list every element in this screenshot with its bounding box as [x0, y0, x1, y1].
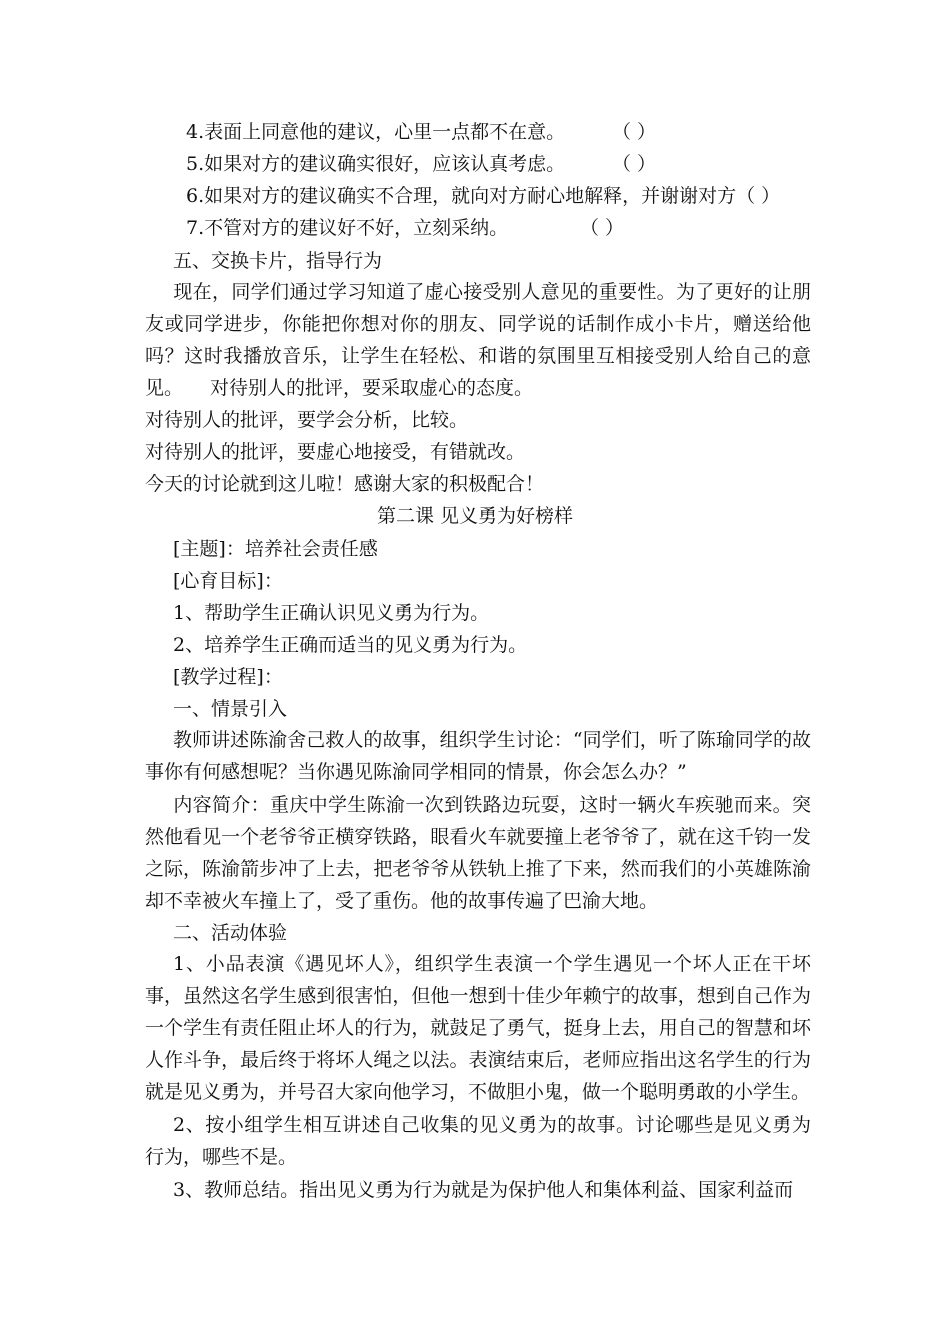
question-text: 4.表面上同意他的建议，心里一点都不在意。: [186, 121, 566, 143]
question-item-5: [186, 151, 565, 177]
paragraph-text: 教师讲述陈渝舍己救人的故事，组织学生讨论：“同学们，听了陈瑜同学的故事你有何感想呢？当你遇见陈渝同学相同的情景，你会怎么办？”: [145, 729, 811, 783]
section-heading: 一、情景引入: [173, 698, 288, 720]
criticism-line: 对待别人的批评，要学会分析，比较。: [145, 409, 469, 431]
criticism-line: 对待别人的批评，要虚心地接受，有错就改。: [145, 441, 526, 463]
criticism-line: 对待别人的批评，要采取虚心的态度。: [210, 377, 534, 399]
paragraph-text: 1、小品表演《遇见坏人》，组织学生表演一个学生遇见一个坏人正在干坏事，虽然这名学生感到很害怕，但他一想到十佳少年赖宁的故事，想到自己作为一个学生有责任阻止坏人的行为，就鼓足了勇气，挺身上去，用自己的智慧和坏人作斗争，最后终于将坏人绳之以法。表演结束后，老师应指出这名学生的行为就是见义勇为，并号召大家向他学习，不做胆小鬼，做一个聪明勇敢的小学生。: [145, 953, 811, 1103]
section-heading: 五、交换卡片，指导行为: [173, 250, 383, 272]
question-text: 7.不管对方的建议好不好，立刻采纳。: [186, 217, 509, 239]
section-heading: 二、活动体验: [173, 922, 288, 944]
paragraph: [145, 724, 811, 788]
theme-line: [主题]：培养社会责任感: [173, 538, 378, 560]
answer-blank: （ ）: [580, 217, 625, 239]
closing-line: 今天的讨论就到这儿啦！感谢大家的积极配合！: [145, 473, 545, 495]
lesson-title: 第二课 见义勇为好榜样: [376, 505, 574, 527]
paragraph: [145, 1109, 811, 1173]
answer-blank: （ ）: [612, 153, 657, 175]
paragraph-text: 2、按小组学生相互讲述自己收集的见义勇为的故事。讨论哪些是见义勇为行为，哪些不是。: [145, 1114, 811, 1168]
paragraph-text: 内容简介：重庆中学生陈渝一次到铁路边玩耍，这时一辆火车疾驰而来。突然他看见一个老爷爷正横穿铁路，眼看火车就要撞上老爷爷了，就在这千钧一发之际，陈渝箭步冲了上去，把老爷爷从铁轨上推了下来，然而我们的小英雄陈渝却不幸被火车撞上了，受了重伤。他的故事传遍了巴渝大地。: [145, 794, 811, 912]
question-item-4: [186, 119, 565, 145]
question-text: 5.如果对方的建议确实很好，应该认真考虑。: [186, 153, 566, 175]
goal-item: 1、帮助学生正确认识见义勇为行为。: [173, 602, 490, 624]
paragraph: [145, 948, 811, 1108]
process-heading: [教学过程]：: [173, 666, 283, 688]
answer-blank: （ ）: [612, 121, 657, 143]
goals-heading: [心育目标]：: [173, 570, 283, 592]
paragraph: [145, 1174, 811, 1206]
paragraph: [145, 789, 811, 917]
goal-item: 2、培养学生正确而适当的见义勇为行为。: [173, 634, 528, 656]
question-item-6: [186, 183, 780, 209]
paragraph-text: 现在，同学们通过学习知道了虚心接受别人意见的重要性。为了更好的让朋友或同学进步，你能把你想对你的朋友、同学说的话制作成小卡片，赠送给他吗？这时我播放音乐，让学生在轻松、和谐的氛围里互相接受别人给自己的意见。: [145, 281, 811, 399]
question-item-7: [186, 215, 508, 241]
question-text: 6.如果对方的建议确实不合理，就向对方耐心地解释，并谢谢对方（ ）: [186, 185, 781, 207]
paragraph-text: 3、教师总结。指出见义勇为行为就是为保护他人和集体利益、国家利益而: [173, 1179, 794, 1201]
